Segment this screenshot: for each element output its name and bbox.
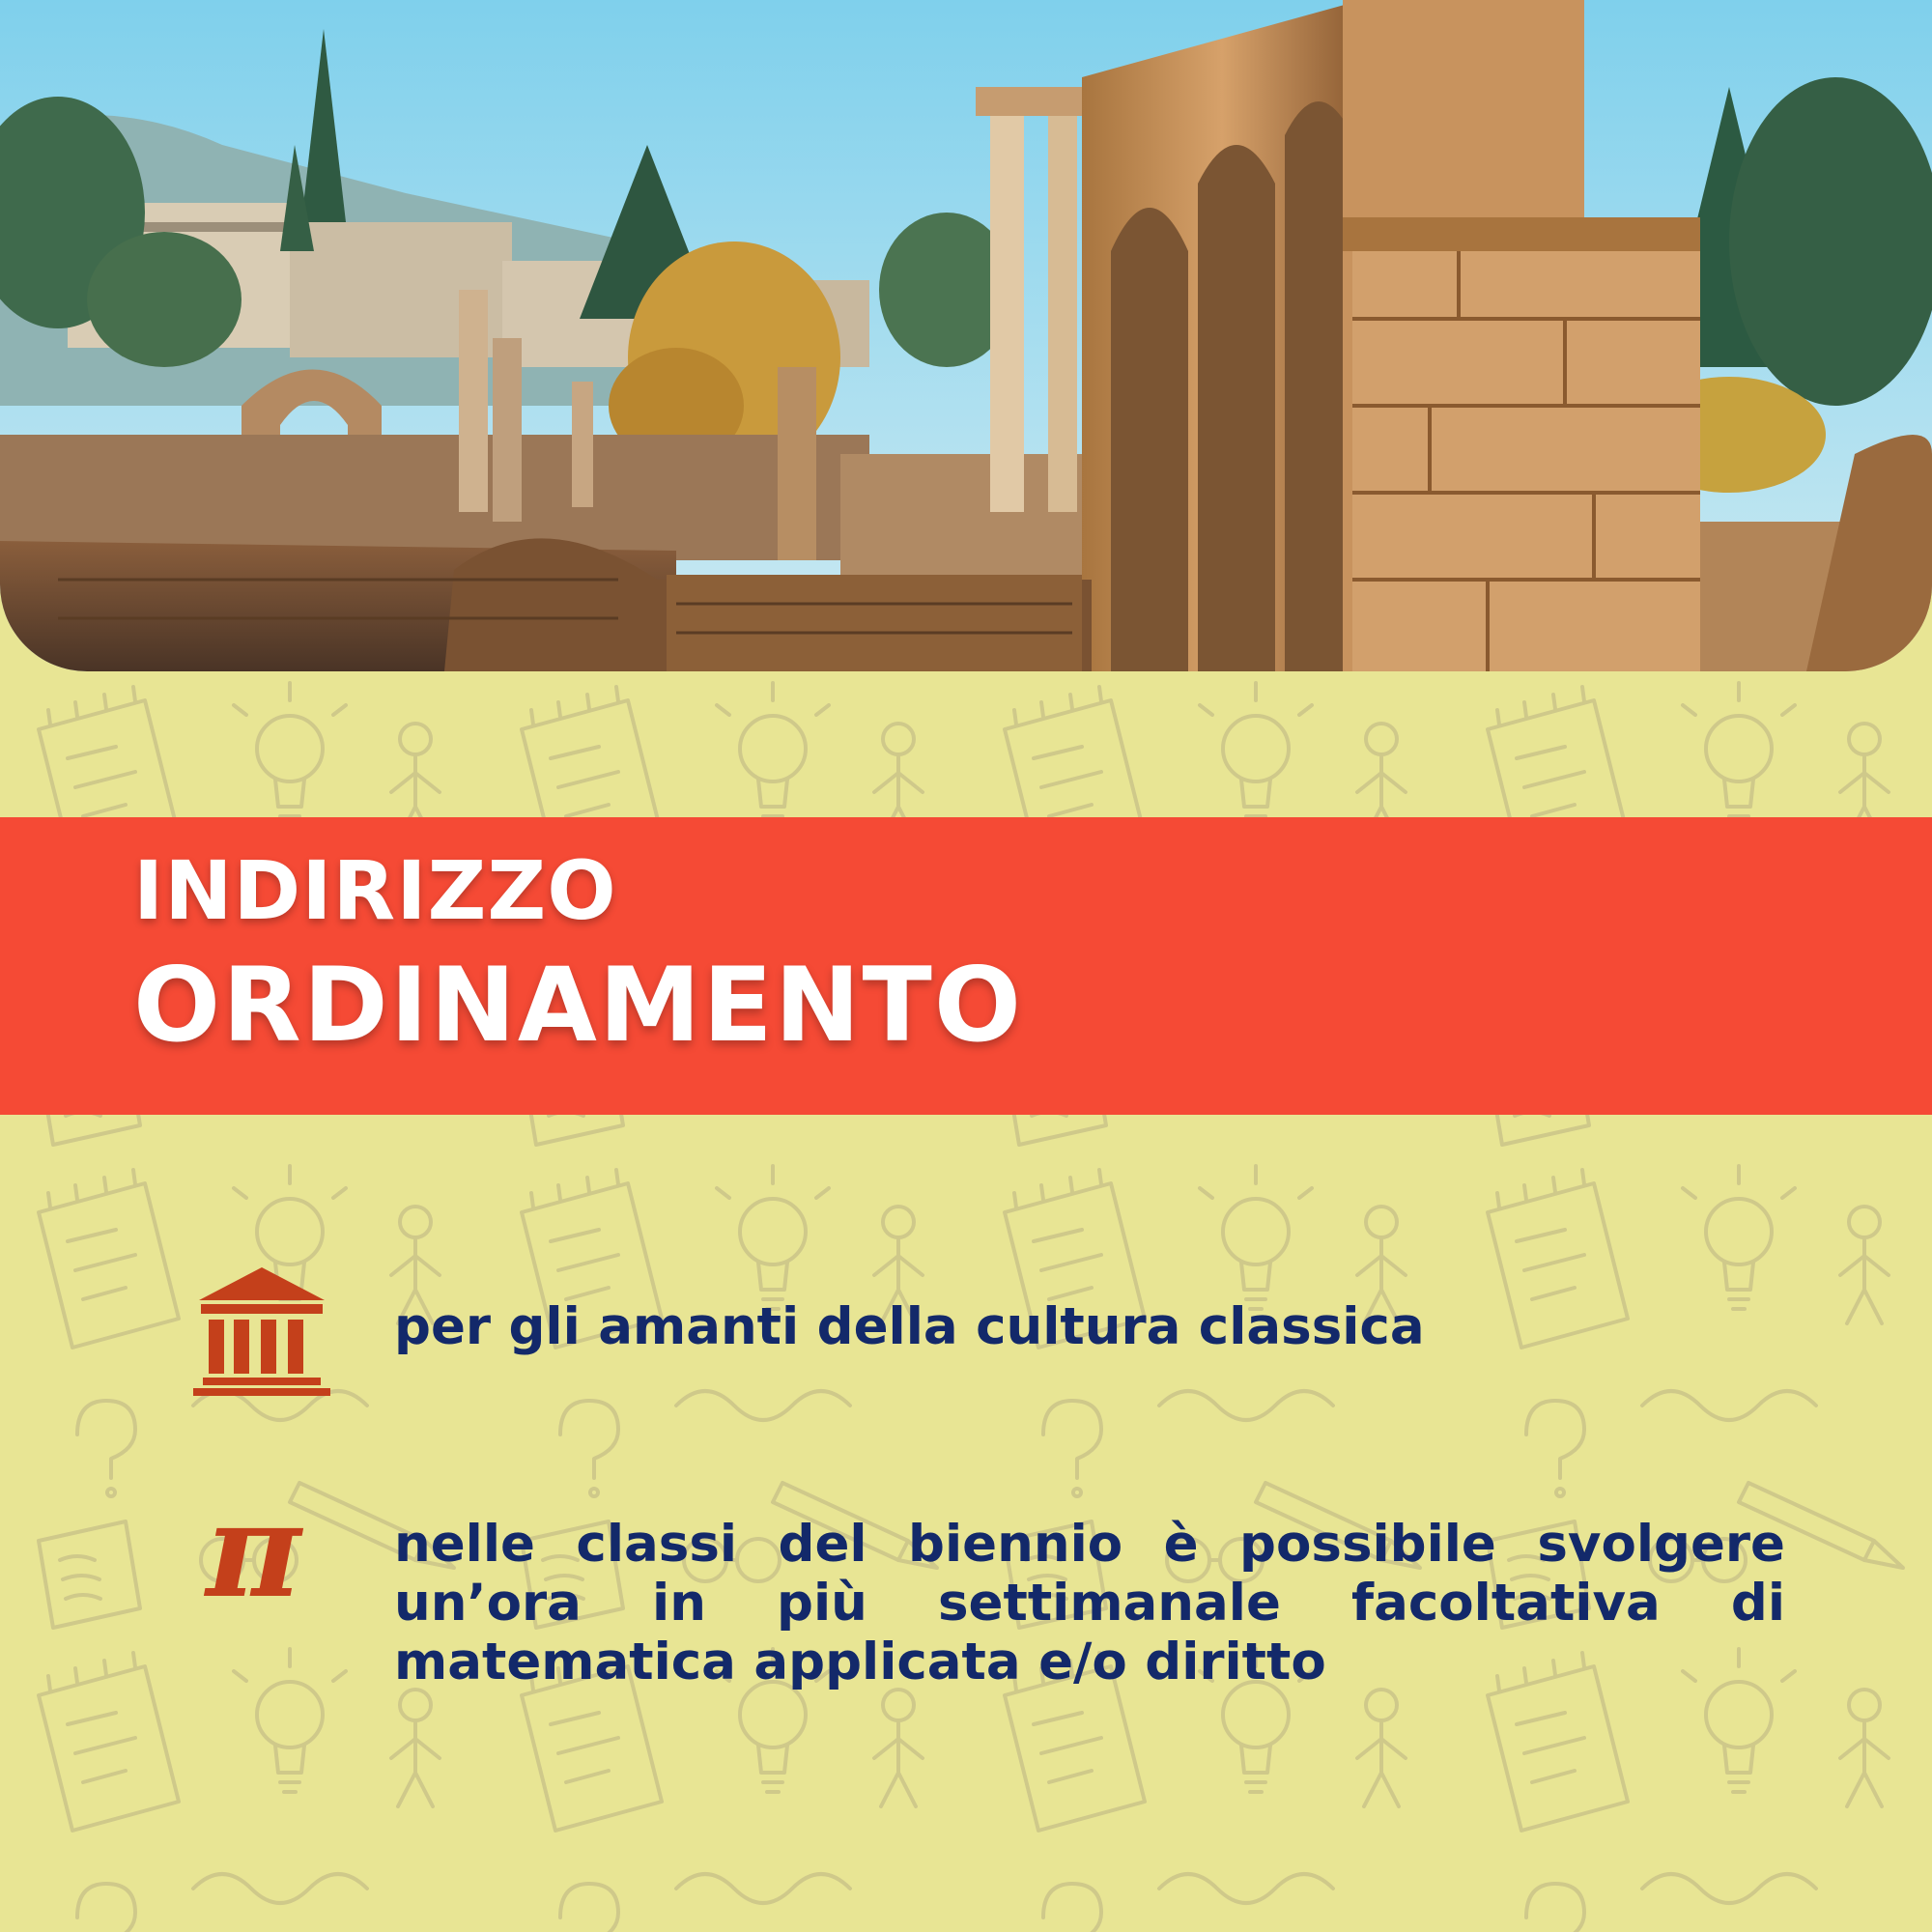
pi-symbol-icon: π [206, 1473, 301, 1627]
item-text-math-option: nelle classi del biennio è possibile svolgere un’ora in più settimanale facoltativa di matematica applicata e/o diritto [394, 1515, 1785, 1691]
hero-image [0, 0, 1932, 671]
banner-title-line2: ORDINAMENTO [133, 946, 1023, 1065]
ancient-ruins-photo [0, 0, 1932, 671]
banner-title-line1: INDIRIZZO [133, 843, 617, 938]
classical-temple-icon [193, 1265, 330, 1402]
item-text-classical-culture: per gli amanti della cultura classica [394, 1297, 1425, 1356]
